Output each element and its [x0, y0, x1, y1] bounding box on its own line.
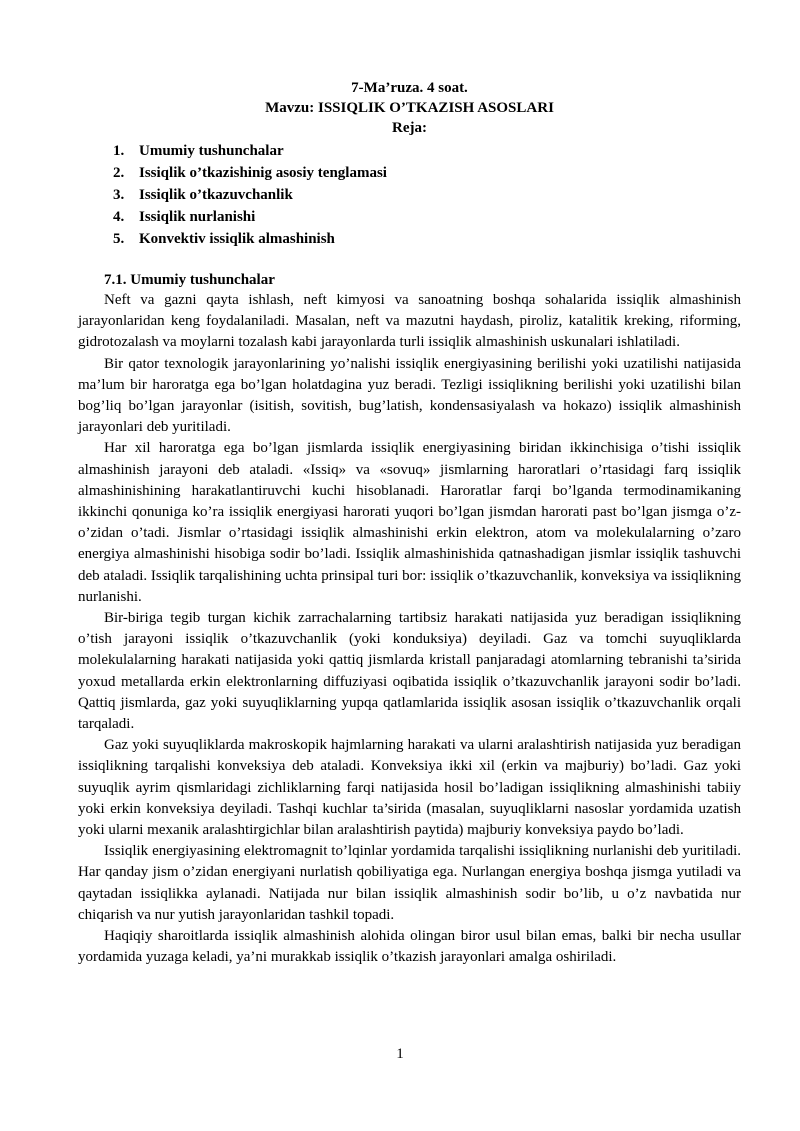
- topic-title: Mavzu: ISSIQLIK O’TKAZISH ASOSLARI: [265, 100, 554, 116]
- plan-item-text: Issiqlik o’tkazishinig asosiy tenglamasi: [139, 165, 387, 181]
- plan-item: [113, 140, 741, 162]
- plan-item-number: 3.: [113, 187, 125, 203]
- paragraph: Har xil haroratga ega bo’lgan jismlarda issiqlik energiyasining biridan ikkinchisiga o’tishi issiqlik almashinish jarayoni deb ataladi. «Issiq» va «sovuq» jismlarning haroratlari o’rtasidagi farq issiqlik almashinishining harakatlantiruvchi kuchi hisoblanadi. Haroratlar farqi bo’lganda termodinamikaning ikkinchi qonuniga ko’ra issiqlik energiyasi harorati yuqori bo’lgan jismdan harorati past bo’lgan jismga o’z-o’zidan o’tadi. Jismlar o’rtasidagi issiqlik almashinishi erkin elektron, atom va molekulalarning o’zaro energiya almashinishi hisobiga sodir bo’ladi. Issiqlik almashinishida qatnashadigan jismlar issiqlik tashuvchi deb ataladi. Issiqlik tarqalishining uchta prinsipal turi bor: issiqlik o’tkazuvchanlik, konveksiya va issiqlikning nurlanishi.: [78, 440, 741, 605]
- page-number: 1: [396, 1046, 404, 1062]
- paragraph: Gaz yoki suyuqliklarda makroskopik hajmlarning harakati va ularni aralashtirish natijasida yuz beradigan issiqlikning tarqalishi konveksiya deb ataladi. Konveksiya ikki xil (erkin va majburiy) bo’ladi. Gaz yoki suyuqlik ayrim qismlaridagi zichliklarning farqi natijasida hosil bo’ladigan issiqlikning almashinishi tabiiy yoki erkin konveksiya deyiladi. Tashqi kuchlar ta’sirida (masalan, suyuqliklarni nasoslar yordamida uzatish yoki ularni mexanik aralashtirgichlar bilan aralashtirish paytida) majburiy konveksiya paydo bo’ladi.: [78, 737, 741, 839]
- plan-item-number: 1.: [113, 143, 125, 159]
- plan-item: [113, 206, 741, 228]
- plan-title: Reja:: [392, 120, 427, 136]
- plan-item: [113, 184, 741, 206]
- plan-item: [113, 228, 741, 250]
- paragraph: Issiqlik energiyasining elektromagnit to’lqinlar yordamida tarqalishi issiqlikning nurlanishi deb yuritiladi. Har qanday jism o’zidan energiyani nurlatish qobiliyatiga ega. Nurlangan energiya boshqa jismga yutiladi va qaytadan issiqlikka aylanadi. Natijada nur bilan issiqlik almashinish sodir bo’lib, u o’z navbatida nur chiqarish va nur yutish jarayonlaridan tashkil topadi.: [78, 843, 741, 923]
- paragraph: Bir qator texnologik jarayonlarining yo’nalishi issiqlik energiyasining berilishi yoki uzatilishi natijasida ma’lum bir haroratga ega bo’lgan holatdagina yuz beradi. Tezligi issiqlikning berilishi yoki uzatilishi bilan bog’liq bo’lgan jarayonlar (isitish, sovitish, bug’latish, kondensasiyalash va hokazo) issiqlik almashinish jarayonlari deb yuritiladi.: [78, 355, 741, 436]
- document-page: [78, 78, 741, 969]
- plan-item-text: Konvektiv issiqlik almashinish: [139, 231, 335, 247]
- plan-item: [113, 162, 741, 184]
- plan-item-number: 4.: [113, 209, 125, 225]
- plan-item-number: 5.: [113, 231, 125, 247]
- plan-list: [78, 140, 741, 250]
- plan-item-text: Umumiy tushunchalar: [139, 143, 284, 159]
- plan-item-number: 2.: [113, 165, 125, 181]
- plan-item-text: Issiqlik nurlanishi: [139, 209, 256, 225]
- section-heading: 7.1. Umumiy tushunchalar: [104, 272, 275, 288]
- paragraph: Bir-biriga tegib turgan kichik zarrachalarning tartibsiz harakati natijasida yuz beradigan issiqlikning o’tish jarayoni issiqlik o’tkazuvchanlik (yoki konduksiya) deyiladi. Gaz va tomchi suyuqliklarda molekulalarning harakati natijasida yoki qattiq jismlarda kristall panjaradagi atomlarning tebranishi ta’sirida yoxud metallarda erkin elektronlarning diffuziyasi oqibatida issiqlik o’tkazuvchanlik jarayoni sodir bo’ladi. Qattiq jismlarda, gaz yoki suyuqliklarning yupqa qatlamlarida issiqlik asosan issiqlik o’tkazuvchanlik orqali tarqaladi.: [78, 610, 741, 733]
- plan-item-text: Issiqlik o’tkazuvchanlik: [139, 187, 293, 203]
- paragraph: Neft va gazni qayta ishlash, neft kimyosi va sanoatning boshqa sohalarida issiqlik almashinish jarayonlaridan keng foydalaniladi. Masalan, neft va mazutni haydash, piroliz, katalitik kreking, riforming, gidrotozalash va moylarni tozalash kabi jarayonlarda turli issiqlik almashinish uskunalari ishlatiladi.: [78, 292, 741, 351]
- paragraph: Haqiqiy sharoitlarda issiqlik almashinish alohida olingan biror usul bilan emas, balki bir necha usullar yordamida yuzaga keladi, ya’ni murakkab issiqlik o’tkazish jarayonlari amalga oshiriladi.: [78, 928, 741, 966]
- lecture-header: 7-Ma’ruza. 4 soat.: [351, 80, 468, 96]
